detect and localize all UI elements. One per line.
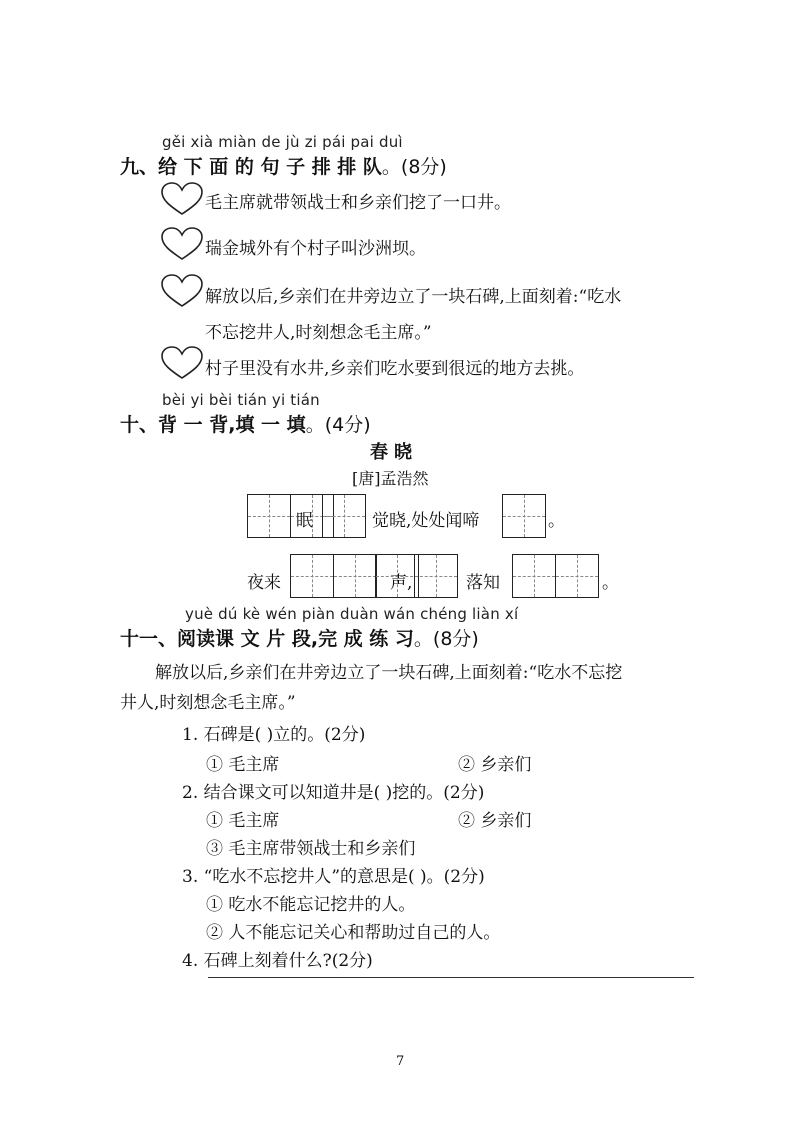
sentence-1: 毛主席就带领战士和乡亲们挖了一口井。 bbox=[205, 193, 511, 213]
q4-answer-line[interactable] bbox=[208, 977, 694, 978]
q3-option-2[interactable]: ② 人不能忘记关心和帮助过自己的人。 bbox=[206, 923, 501, 943]
q2-option-3[interactable]: ③ 毛主席带领战士和乡亲们 bbox=[206, 839, 416, 859]
poem-line1-end: 。 bbox=[548, 511, 565, 531]
section9-title-text: 九、给 下 面 的 句 子 排 排 队 bbox=[120, 156, 382, 178]
q1-option-1[interactable]: ① 毛主席 bbox=[206, 755, 280, 775]
section11-score: 。(8分) bbox=[413, 628, 479, 650]
poem-title: 春晓 bbox=[370, 442, 418, 463]
fill-cell[interactable] bbox=[290, 554, 334, 598]
sentence-3-line2: 不忘挖井人,时刻想念毛主席。” bbox=[205, 323, 432, 343]
sentence-2: 瑞金城外有个村子叫沙洲坝。 bbox=[205, 239, 426, 259]
passage-line1: 解放以后,乡亲们在井旁边立了一块石碑,上面刻着:“吃水不忘挖 bbox=[155, 663, 623, 683]
fill-cell[interactable] bbox=[512, 554, 556, 598]
section9-title bbox=[120, 152, 447, 179]
fill-grid-2[interactable] bbox=[322, 494, 365, 538]
poem-author: [唐]孟浩然 bbox=[352, 469, 429, 488]
heart-answer-box-4[interactable] bbox=[160, 346, 204, 380]
heart-answer-box-2[interactable] bbox=[160, 227, 204, 261]
q1-option-2[interactable]: ② 乡亲们 bbox=[458, 755, 532, 775]
section9-pinyin: gěi xià miàn de jù zi pái pai duì bbox=[162, 133, 403, 151]
fill-grid-1[interactable] bbox=[247, 494, 332, 538]
section9-score: 。(8分) bbox=[381, 156, 447, 178]
poem-line1-text2: 觉晓,处处闻啼 bbox=[372, 511, 480, 531]
poem-line2-end: 。 bbox=[602, 573, 619, 593]
section10-title-text: 十、背 一 背,填 一 填 bbox=[120, 414, 306, 436]
poem-line2-text1: 声, bbox=[390, 573, 413, 593]
section11-pinyin: yuè dú kè wén piàn duàn wán chéng liàn xí bbox=[185, 605, 519, 623]
section10-pinyin: bèi yi bèi tián yi tián bbox=[162, 391, 320, 409]
fill-grid-6[interactable] bbox=[512, 554, 597, 598]
fill-cell[interactable] bbox=[414, 554, 458, 598]
question-3: 3. “吃水不忘挖井人”的意思是( )。(2分) bbox=[182, 867, 485, 887]
question-4: 4. 石碑上刻着什么?(2分) bbox=[182, 951, 373, 971]
page-number: 7 bbox=[396, 1054, 405, 1069]
fill-cell[interactable] bbox=[555, 554, 599, 598]
fill-cell[interactable] bbox=[502, 494, 546, 538]
fill-grid-5[interactable] bbox=[414, 554, 457, 598]
fill-cell[interactable] bbox=[247, 494, 291, 538]
q2-option-1[interactable]: ① 毛主席 bbox=[206, 811, 280, 831]
heart-answer-box-1[interactable] bbox=[160, 182, 204, 216]
poem-line2-text2: 落知 bbox=[466, 573, 500, 593]
fill-cell[interactable] bbox=[322, 494, 366, 538]
fill-cell[interactable] bbox=[333, 554, 377, 598]
fill-grid-3[interactable] bbox=[502, 494, 545, 538]
poem-line1-text1: 眠 bbox=[296, 511, 313, 531]
question-1: 1. 石碑是( )立的。(2分) bbox=[182, 725, 366, 745]
passage-line2: 井人,时刻想念毛主席。” bbox=[120, 693, 296, 713]
sentence-4: 村子里没有水井,乡亲们吃水要到很远的地方去挑。 bbox=[205, 359, 585, 379]
heart-answer-box-3[interactable] bbox=[160, 274, 204, 308]
q3-option-1[interactable]: ① 吃水不能忘记挖井的人。 bbox=[206, 895, 416, 915]
poem-line2-text0: 夜来 bbox=[247, 573, 281, 593]
section11-title-text: 十一、阅读课 文 片 段,完 成 练 习 bbox=[120, 628, 414, 650]
sentence-3-line1: 解放以后,乡亲们在井旁边立了一块石碑,上面刻着:“吃水 bbox=[205, 287, 622, 307]
section10-title bbox=[120, 410, 371, 437]
question-2: 2. 结合课文可以知道井是( )挖的。(2分) bbox=[182, 783, 485, 803]
section10-score: 。(4分) bbox=[305, 414, 371, 436]
q2-option-2[interactable]: ② 乡亲们 bbox=[458, 811, 532, 831]
section11-title bbox=[120, 624, 479, 651]
